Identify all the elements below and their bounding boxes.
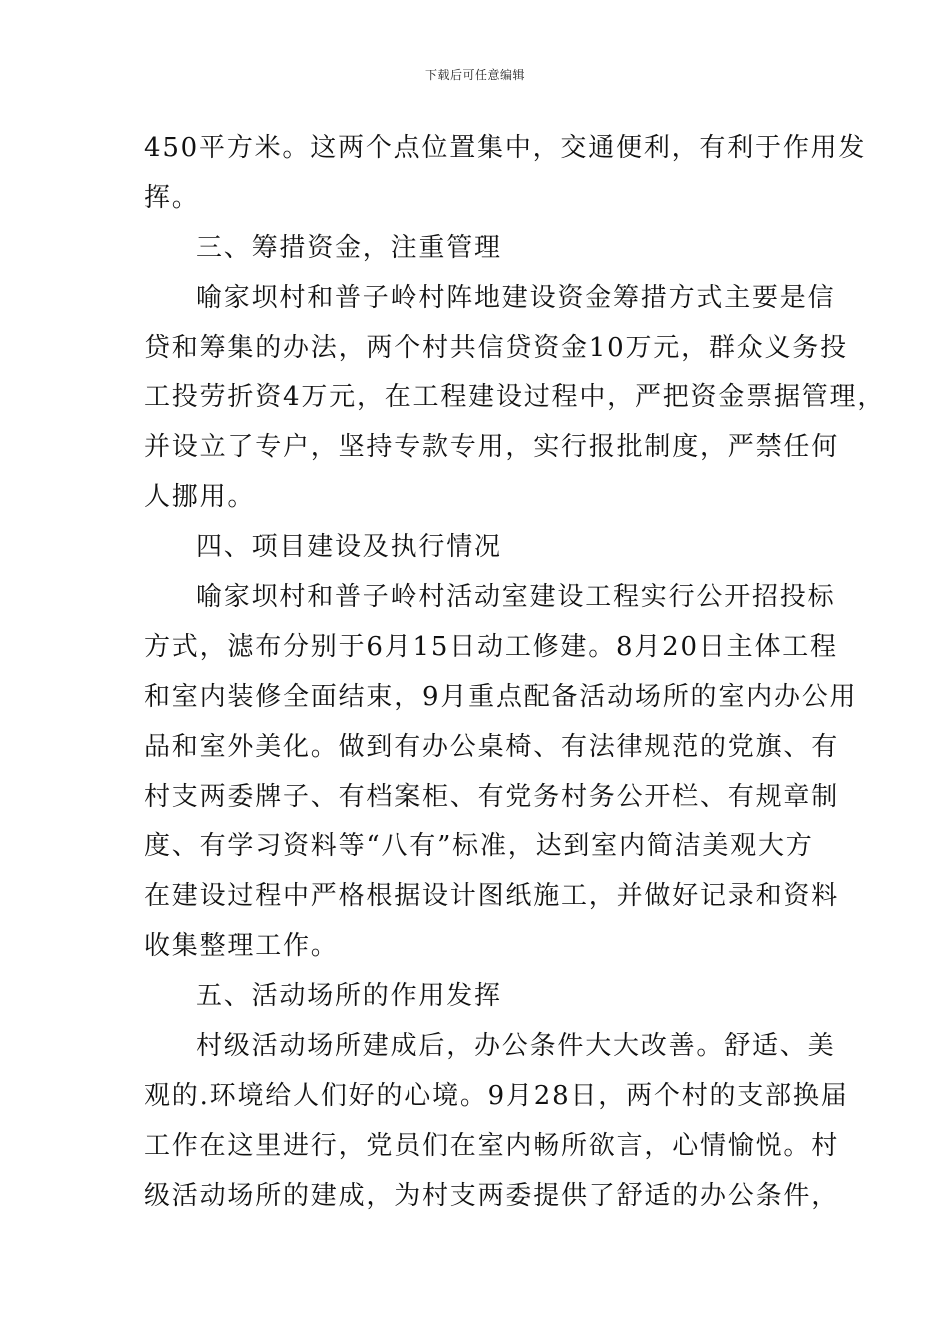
body-line: 喻家坝村和普子岭村活动室建设工程实行公开招投标 — [196, 582, 836, 613]
body-line: 和室内装修全面结束，9月重点配备活动场所的室内办公用 — [144, 681, 858, 712]
section-heading: 四、项目建设及执行情况 — [196, 532, 502, 563]
section-heading: 三、筹措资金，注重管理 — [196, 232, 502, 263]
body-line: 喻家坝村和普子岭村阵地建设资金筹措方式主要是信 — [196, 282, 836, 313]
body-line: 品和室外美化。做到有办公桌椅、有法律规范的党旗、有 — [144, 731, 840, 762]
document-body — [144, 124, 886, 1222]
section-heading: 五、活动场所的作用发挥 — [196, 981, 502, 1012]
body-line: 度、有学习资料等“八有”标准，达到室内简洁美观大方 — [144, 831, 814, 862]
body-line: 人挪用。 — [144, 482, 256, 513]
body-line: 方式，滤布分别于6月15日动工修建。8月20日主体工程 — [144, 631, 838, 662]
body-line: 工作在这里进行，党员们在室内畅所欲言，心情愉悦。村 — [144, 1130, 840, 1161]
body-line: 级活动场所的建成，为村支两委提供了舒适的办公条件， — [144, 1180, 840, 1211]
body-line: 并设立了专户，坚持专款专用，实行报批制度，严禁任何 — [144, 432, 840, 463]
body-line: 村级活动场所建成后，办公条件大大改善。舒适、美 — [196, 1031, 836, 1062]
body-line: 在建设过程中严格根据设计图纸施工，并做好记录和资料 — [144, 881, 840, 912]
body-line: 450平方米。这两个点位置集中，交通便利，有利于作用发 — [144, 133, 867, 163]
body-line: 工投劳折资4万元，在工程建设过程中，严把资金票据管理， — [144, 382, 886, 413]
body-line: 贷和筹集的办法，两个村共信贷资金10万元，群众义务投 — [144, 332, 848, 363]
body-line: 村支两委牌子、有档案柜、有党务村务公开栏、有规章制 — [144, 781, 840, 812]
page-header: 下载后可任意编辑 — [424, 68, 525, 82]
body-line: 收集整理工作。 — [144, 931, 339, 962]
body-line: 挥。 — [144, 182, 200, 213]
body-line: 观的.环境给人们好的心境。9月28日，两个村的支部换届 — [144, 1080, 849, 1111]
